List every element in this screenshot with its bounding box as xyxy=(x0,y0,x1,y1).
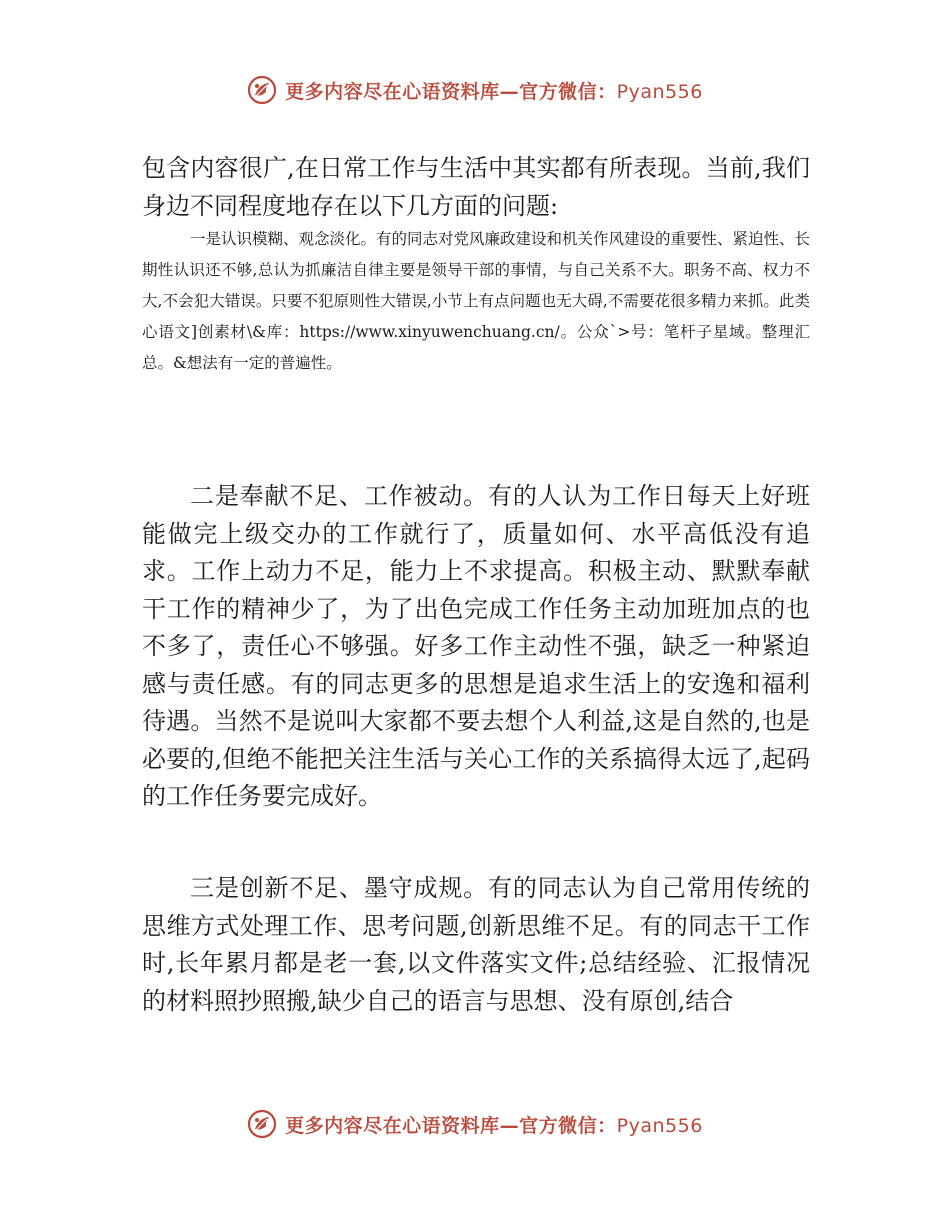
paragraph-text: 包含内容很广,在日常工作与生活中其实都有所表现。当前,我们身边不同程度地存在以下几方面的问题: xyxy=(142,154,810,220)
header-banner-text: 更多内容尽在心语资料库—官方微信：Pyan556 xyxy=(285,80,703,103)
paragraph-two xyxy=(142,478,810,816)
paragraph-text: 三是创新不足、墨守成规。有的同志认为自己常用传统的思维方式处理工作、思考问题,创新思维不足。有的同志干工作时,长年累月都是老一套,以文件落实文件;总结经验、汇报情况的材料照抄照搬,缺少自己的语言与思想、没有原创,结合 xyxy=(142,874,810,1015)
paragraph-text: 二是奉献不足、工作被动。有的人认为工作日每天上好班能做完上级交办的工作就行了，质量如何、水平高低没有追求。工作上动力不足，能力上不求提高。积极主动、默默奉献干工作的精神少了，为了出色完成工作任务主动加班加点的也不多了，责任心不够强。好多工作主动性不强，缺乏一种紧迫感与责任感。有的同志更多的思想是追求生活上的安逸和福利待遇。当然不是说叫大家都不要去想个人利益,这是自然的,也是必要的,但绝不能把关注生活与关心工作的关系搞得太远了,起码的工作任务要完成好。 xyxy=(142,482,810,810)
paragraph-intro xyxy=(142,150,810,225)
paragraph-one xyxy=(142,224,810,379)
header-banner xyxy=(0,70,950,110)
footer-banner xyxy=(0,1104,950,1144)
paragraph-text: 一是认识模糊、观念淡化。有的同志对党风廉政建设和机关作风建设的重要性、紧迫性、长期性认识还不够,总认为抓廉洁自律主要是领导干部的事情，与自己关系不大。职务不高、权力不大,不会犯大错误。只要不犯原则性大错误,小节上有点问题也无大碍,不需要花很多精力来抓。此类心语文]创素材\&库：https://www.xinyuwenchuang.cn/。公众`>号：笔杆子星域。整理汇总。&想法有一定的普遍性。 xyxy=(142,230,811,372)
brand-logo-icon xyxy=(247,1109,277,1139)
paragraph-three xyxy=(142,870,810,1020)
brand-logo-icon xyxy=(247,75,277,105)
footer-banner-text: 更多内容尽在心语资料库—官方微信：Pyan556 xyxy=(285,1114,703,1137)
